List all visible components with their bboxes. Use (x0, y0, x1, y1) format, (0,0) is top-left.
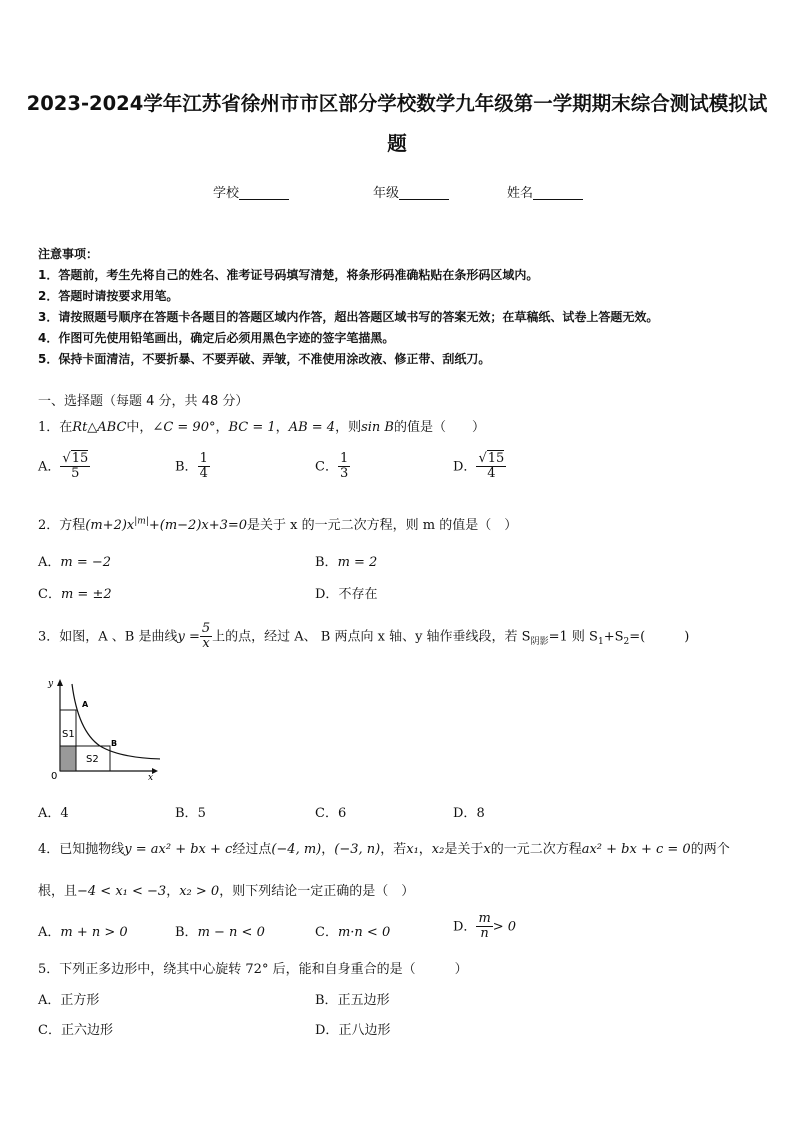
q5-option-a[interactable] (38, 989, 99, 1008)
q2-option-a-text: m = −2 (60, 555, 112, 570)
q2-eq-b: +(m−2)x+3=0 (148, 518, 248, 533)
q4-eq: y = ax² + bx + c (124, 842, 233, 857)
q1-option-d-label: D． (453, 459, 477, 475)
s1-label: S1 (62, 729, 75, 740)
question-4-stem-line1 (38, 838, 730, 857)
point-a-label: A (82, 700, 89, 709)
q4-xvar: x (483, 842, 491, 857)
q3-text-b: 上的点，经过 A、 B 两点向 x 轴、y 轴作垂线段，若 S (212, 629, 531, 645)
question-5-stem: 5．下列正多边形中，绕其中心旋转 72° 后，能和自身重合的是（ ） (38, 962, 468, 977)
q3-s1-sub: 1 (597, 636, 604, 647)
q3-s2-sub: 2 (623, 636, 630, 647)
q3-option-c-label: C． (315, 806, 338, 821)
q1-option-d-den: 4 (487, 466, 496, 482)
q1-option-a-label: A． (38, 459, 61, 475)
q5-option-d-text: 正八边形 (338, 1023, 391, 1038)
page-title-line1: 2023-2024学年江苏省徐州市市区部分学校数学九年级第一学期期末综合测试模拟试 (26, 92, 768, 115)
q5-option-b-label: B． (315, 993, 338, 1008)
q2-eq-a: (m+2)x (85, 518, 135, 533)
q4-p2: (−3, n) (334, 842, 381, 857)
school-blank[interactable] (239, 185, 289, 200)
question-2-stem (38, 514, 517, 533)
q3-option-c-text: 6 (337, 806, 347, 821)
q4-text-b: 经过点 (232, 842, 272, 857)
q3-option-b-text: 5 (197, 806, 206, 821)
q2-option-c-label: C． (38, 587, 61, 602)
q1-bc: BC = 1 (228, 420, 276, 435)
q3-y: y = (177, 629, 200, 645)
q1-text-a: 1．在 (38, 420, 73, 435)
q3-option-d-text: 8 (476, 806, 485, 821)
q4-text-f: 的两个 (690, 842, 730, 857)
name-blank[interactable] (533, 185, 583, 200)
s2-label: S2 (86, 754, 99, 765)
q3-option-c[interactable] (315, 802, 346, 821)
q1-triangle: Rt△ABC (72, 420, 127, 435)
q4-eq2: ax² + bx + c = 0 (581, 842, 691, 857)
q4-sep2: ， (418, 842, 432, 857)
q1-angle: ∠C = 90° (152, 420, 216, 435)
q4-option-b[interactable] (175, 921, 265, 940)
q4-option-b-label: B． (175, 925, 198, 940)
name-label: 姓名 (507, 186, 534, 201)
q2-option-d-label: D． (315, 587, 339, 602)
q4-line2-a: 根，且 (38, 884, 78, 899)
q2-option-b-label: B． (315, 555, 338, 570)
q4-cond1: −4 < x₁ < −3 (77, 884, 167, 899)
q2-option-c[interactable] (38, 583, 112, 602)
q1-option-a-num: 15 (71, 451, 89, 466)
q2-text-b: 是关于 x 的一元二次方程，则 m 的值是（ ） (247, 518, 518, 533)
q2-option-a-label: A． (38, 555, 61, 570)
q1-option-c-den: 3 (339, 466, 349, 482)
q2-text-a: 2．方程 (38, 518, 86, 533)
grade-label: 年级 (373, 186, 400, 201)
q4-option-a-text: m + n > 0 (60, 925, 128, 940)
origin-label: 0 (51, 771, 58, 782)
notice-item-2: 2．答题时请按要求用笔。 (38, 289, 179, 303)
q1-option-c-label: C． (315, 459, 338, 475)
x-axis-label: x (148, 773, 154, 782)
q3-sub-shade: 阴影 (530, 636, 549, 647)
q1-text-b: 中， (126, 420, 153, 435)
q1-option-d-num: 15 (487, 451, 505, 466)
q5-option-a-label: A． (38, 993, 61, 1008)
q4-x1: x₁ (406, 842, 419, 857)
q4-option-d-label: D． (453, 919, 477, 935)
q4-text-e: 的一元二次方程 (490, 842, 582, 857)
q1-text-d: 的值是（ ） (393, 420, 485, 435)
question-1-stem (38, 416, 485, 435)
q3-option-b-label: B． (175, 806, 198, 821)
q3-text-a: 3．如图，A 、B 是曲线 (38, 629, 178, 645)
q4-option-d[interactable] (453, 912, 516, 942)
q4-option-c-label: C． (315, 925, 338, 940)
grade-blank[interactable] (399, 185, 449, 200)
q2-exponent: |m| (134, 516, 149, 527)
q4-option-a-label: A． (38, 925, 61, 940)
notice-item-3: 3．请按照题号顺序在答题卡各题目的答题区域内作答，超出答题区域书写的答案无效；在草稿纸、试卷上答题无效。 (38, 310, 659, 324)
shaded-region (60, 746, 76, 771)
notice-item-5: 5．保持卡面清洁，不要折暴、不要弄破、弄皱，不准使用涂改液、修正带、刮纸刀。 (38, 352, 491, 366)
q4-line2-b: ， (166, 884, 180, 899)
notice-heading: 注意事项： (38, 247, 99, 261)
q4-text-d: 是关于 (444, 842, 484, 857)
question-4-stem-line2 (38, 880, 414, 899)
q1-option-d[interactable]: D． $\frac{√15}{4}$ (453, 451, 505, 482)
q1-option-b[interactable] (175, 452, 210, 482)
q2-option-d-text: 不存在 (338, 587, 378, 602)
q1-sep1: ， (215, 420, 229, 435)
q3-option-a-text: 4 (60, 806, 69, 821)
grade-field (373, 182, 449, 201)
q2-option-b-text: m = 2 (337, 555, 378, 570)
q5-option-b-text: 正五边形 (337, 993, 390, 1008)
q4-p1: (−4, m) (271, 842, 322, 857)
q3-option-d[interactable] (453, 802, 485, 821)
q5-option-c[interactable] (38, 1019, 113, 1038)
school-field (213, 182, 289, 201)
q4-line2-c: ，则下列结论一定正确的是（ ） (219, 884, 415, 899)
q5-option-d[interactable] (315, 1019, 390, 1038)
q4-option-a[interactable] (38, 921, 128, 940)
section-heading: 一、选择题（每题 4 分，共 48 分） (38, 394, 249, 409)
q4-option-c-text: m·n < 0 (337, 925, 391, 940)
q5-option-a-text: 正方形 (60, 993, 100, 1008)
q1-option-c[interactable] (315, 452, 350, 482)
notice-item-4: 4．作图可先使用铅笔画出，确定后必须用黑色字迹的签字笔描黑。 (38, 331, 395, 345)
q2-option-c-text: m = ±2 (60, 587, 112, 602)
q3-figure (40, 676, 160, 782)
q1-option-b-den: 4 (199, 466, 208, 482)
q4-x2: x₂ (431, 842, 445, 857)
q4-cond2: x₂ > 0 (179, 884, 220, 899)
q3-option-a-label: A． (38, 806, 61, 821)
q4-option-b-text: m − n < 0 (197, 925, 265, 940)
q2-option-a[interactable] (38, 551, 111, 570)
q4-option-d-num: m (478, 911, 491, 926)
notice-item-1: 1．答题前，考生先将自己的姓名、准考证号码填写清楚，将条形码准确粘贴在条形码区域内。 (38, 268, 539, 282)
q3-option-a[interactable] (38, 802, 69, 821)
q1-option-a[interactable]: A． $\frac{√15}{5}$ (38, 451, 89, 482)
q4-text-a: 4．已知抛物线 (38, 842, 125, 857)
q4-option-c[interactable] (315, 921, 390, 940)
q1-sinb: sin B (361, 420, 394, 435)
y-axis-label: y (48, 679, 54, 689)
q3-text-c: =1 则 S (548, 629, 598, 645)
q1-ab: AB = 4 (288, 420, 336, 435)
q1-option-b-num: 1 (199, 451, 208, 466)
q1-option-a-den: 5 (71, 466, 80, 482)
y-axis-arrow-icon (57, 679, 63, 686)
q1-text-c: ，则 (335, 420, 362, 435)
q4-option-d-den: n (480, 926, 489, 942)
q2-option-b[interactable] (315, 551, 377, 570)
q3-num: 5 (201, 621, 211, 636)
q4-sep: ， (321, 842, 335, 857)
q1-option-b-label: B． (175, 459, 198, 475)
q3-option-d-label: D． (453, 806, 477, 821)
school-label: 学校 (213, 186, 240, 201)
q4-text-c: ，若 (380, 842, 407, 857)
q3-option-b[interactable] (175, 802, 206, 821)
q5-option-b[interactable] (315, 989, 390, 1008)
name-field (507, 182, 583, 201)
q3-den: x (202, 636, 210, 652)
question-3-stem (38, 622, 689, 652)
q2-option-d[interactable] (315, 583, 377, 602)
q3-text-d: =( ) (629, 629, 690, 645)
q1-sep2: ， (275, 420, 289, 435)
q5-option-c-label: C． (38, 1023, 61, 1038)
q5-option-c-text: 正六边形 (60, 1023, 113, 1038)
q3-plus: +S (603, 629, 624, 645)
page-title-line2: 题 (387, 132, 407, 155)
q4-option-d-tail: > 0 (492, 919, 517, 935)
q5-option-d-label: D． (315, 1023, 339, 1038)
q1-option-c-num: 1 (339, 451, 349, 466)
point-b-label: B (111, 739, 118, 748)
